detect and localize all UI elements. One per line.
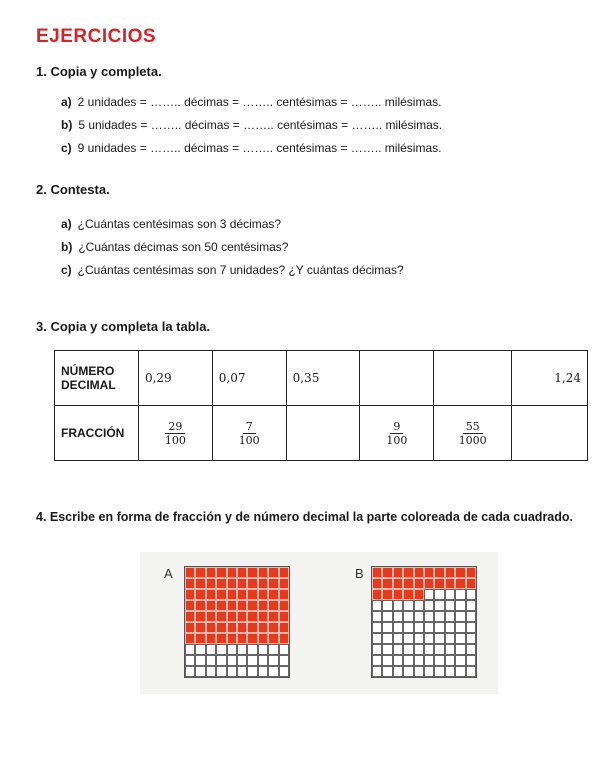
grid-a-empty-cell	[258, 644, 268, 655]
grid-b-empty-cell	[466, 633, 476, 644]
grid-a-colored-cell	[279, 567, 289, 578]
grid-a	[184, 566, 290, 678]
exercise-1-row-c	[61, 141, 441, 155]
fraction-numerator: 9	[390, 420, 403, 434]
grid-a-empty-cell	[279, 655, 289, 666]
grid-a-empty-cell	[227, 666, 237, 677]
grid-b-empty-cell	[403, 611, 413, 622]
grid-a-colored-cell	[216, 611, 226, 622]
grid-a-empty-cell	[227, 644, 237, 655]
grid-a-colored-cell	[206, 578, 216, 589]
grid-b-empty-cell	[372, 633, 382, 644]
grid-b-empty-cell	[382, 622, 392, 633]
header-line-1: NÚMERO	[61, 364, 115, 378]
grid-b-empty-cell	[434, 655, 444, 666]
header-line-2: DECIMAL	[61, 378, 116, 392]
grid-b-empty-cell	[403, 644, 413, 655]
grid-a-colored-cell	[195, 578, 205, 589]
grid-b-empty-cell	[372, 655, 382, 666]
grid-b-colored-cell	[445, 567, 455, 578]
grid-b-empty-cell	[414, 611, 424, 622]
fraction-denominator: 1000	[458, 434, 487, 447]
grid-b-colored-cell	[393, 578, 403, 589]
grid-a-colored-cell	[279, 611, 289, 622]
grid-b-empty-cell	[455, 600, 465, 611]
grid-b-empty-cell	[382, 655, 392, 666]
fraction-cell	[360, 406, 434, 461]
grid-a-colored-cell	[247, 567, 257, 578]
grid-b-empty-cell	[372, 644, 382, 655]
grid-b-empty-cell	[445, 633, 455, 644]
row-letter: b)	[61, 240, 73, 254]
grid-b-empty-cell	[382, 600, 392, 611]
grid-a-empty-cell	[216, 666, 226, 677]
row-text: 5 unidades = …….. décimas = …….. centésimas = …….. milésimas.	[78, 118, 443, 132]
grid-b-empty-cell	[455, 644, 465, 655]
grid-a-colored-cell	[227, 611, 237, 622]
grid-b-colored-cell	[466, 567, 476, 578]
grid-a-colored-cell	[195, 600, 205, 611]
decimal-cell: 0,35	[286, 351, 360, 406]
table-header-decimal	[55, 351, 139, 406]
grid-b-empty-cell	[434, 611, 444, 622]
grid-a-colored-cell	[279, 578, 289, 589]
grid-b-empty-cell	[434, 666, 444, 677]
fraction-cell-empty	[512, 406, 588, 461]
grid-b-colored-cell	[414, 578, 424, 589]
grid-b-empty-cell	[403, 655, 413, 666]
grid-a-colored-cell	[216, 622, 226, 633]
grid-a-colored-cell	[185, 622, 195, 633]
decimal-fraction-table	[54, 350, 588, 461]
grid-a-colored-cell	[237, 611, 247, 622]
grid-b-empty-cell	[445, 622, 455, 633]
grid-a-empty-cell	[237, 644, 247, 655]
grid-a-empty-cell	[216, 644, 226, 655]
row-letter: c)	[61, 141, 72, 155]
grid-b-empty-cell	[445, 589, 455, 600]
grid-a-colored-cell	[206, 633, 216, 644]
grid-a-colored-cell	[185, 578, 195, 589]
grid-a-colored-cell	[195, 567, 205, 578]
grid-a-colored-cell	[237, 633, 247, 644]
grid-b-colored-cell	[455, 578, 465, 589]
grid-b-empty-cell	[403, 666, 413, 677]
grid-a-colored-cell	[268, 633, 278, 644]
grid-a-colored-cell	[185, 589, 195, 600]
grid-b-empty-cell	[414, 600, 424, 611]
row-letter: a)	[61, 217, 72, 231]
grid-b-empty-cell	[424, 600, 434, 611]
grid-a-colored-cell	[247, 589, 257, 600]
row-text: ¿Cuántas centésimas son 3 décimas?	[77, 217, 282, 231]
row-text: ¿Cuántas décimas son 50 centésimas?	[78, 240, 289, 254]
grid-a-empty-cell	[258, 655, 268, 666]
grid-b-colored-cell	[434, 578, 444, 589]
grid-b-empty-cell	[455, 633, 465, 644]
grid-a-colored-cell	[237, 589, 247, 600]
grid-a-colored-cell	[195, 589, 205, 600]
grid-a-empty-cell	[268, 655, 278, 666]
grid-a-empty-cell	[216, 655, 226, 666]
page-title: EJERCICIOS	[36, 26, 157, 47]
grid-b-empty-cell	[414, 622, 424, 633]
row-letter: a)	[61, 95, 72, 109]
grid-b-empty-cell	[445, 666, 455, 677]
grid-b-empty-cell	[434, 622, 444, 633]
exercise-2-heading: 2. Contesta.	[36, 182, 110, 197]
grid-a-colored-cell	[279, 600, 289, 611]
grid-b-empty-cell	[455, 611, 465, 622]
grid-b-empty-cell	[466, 622, 476, 633]
grid-b-empty-cell	[382, 666, 392, 677]
grid-a-colored-cell	[237, 567, 247, 578]
grid-a-empty-cell	[258, 666, 268, 677]
grid-a-colored-cell	[258, 589, 268, 600]
grid-b-empty-cell	[393, 633, 403, 644]
row-text: ¿Cuántas centésimas son 7 unidades? ¿Y cuántas décimas?	[77, 263, 404, 277]
grid-b-colored-cell	[455, 567, 465, 578]
grid-b-empty-cell	[382, 644, 392, 655]
grid-b-empty-cell	[434, 633, 444, 644]
grid-b-colored-cell	[372, 567, 382, 578]
grid-a-colored-cell	[237, 622, 247, 633]
grid-b-empty-cell	[466, 655, 476, 666]
table-header-fraction: FRACCIÓN	[55, 406, 139, 461]
grid-a-empty-cell	[185, 655, 195, 666]
grid-b-empty-cell	[455, 622, 465, 633]
grid-a-colored-cell	[258, 600, 268, 611]
grid-b-empty-cell	[393, 622, 403, 633]
grid-a-empty-cell	[195, 666, 205, 677]
decimal-cell	[360, 351, 434, 406]
grid-b-colored-cell	[393, 567, 403, 578]
grid-a-colored-cell	[185, 633, 195, 644]
grid-b-colored-cell	[382, 578, 392, 589]
grid-b-empty-cell	[414, 644, 424, 655]
grid-b-empty-cell	[424, 644, 434, 655]
grid-b-empty-cell	[424, 633, 434, 644]
grid-a-colored-cell	[268, 589, 278, 600]
grid-a-colored-cell	[268, 578, 278, 589]
grid-a-colored-cell	[216, 600, 226, 611]
grid-b-empty-cell	[466, 600, 476, 611]
grid-b-empty-cell	[403, 622, 413, 633]
grid-a-colored-cell	[216, 633, 226, 644]
grid-b-empty-cell	[434, 589, 444, 600]
grid-a-empty-cell	[279, 644, 289, 655]
grid-a-colored-cell	[227, 622, 237, 633]
grid-a-colored-cell	[185, 567, 195, 578]
grid-a-colored-cell	[206, 611, 216, 622]
grid-b-empty-cell	[424, 622, 434, 633]
grid-a-colored-cell	[206, 589, 216, 600]
grid-b-empty-cell	[455, 655, 465, 666]
grid-a-colored-cell	[279, 589, 289, 600]
grid-b-colored-cell	[382, 589, 392, 600]
exercise-1-row-b	[61, 118, 442, 132]
grid-a-colored-cell	[258, 578, 268, 589]
grid-a-colored-cell	[268, 600, 278, 611]
grid-a-colored-cell	[247, 578, 257, 589]
grid-b-empty-cell	[393, 611, 403, 622]
grid-b-colored-cell	[414, 567, 424, 578]
exercise-4-heading: 4. Escribe en forma de fracción y de número decimal la parte coloreada de cada cuadrado.	[36, 510, 573, 524]
exercise-2-row-c	[61, 263, 404, 277]
exercise-2-row-b	[61, 240, 288, 254]
grid-b	[371, 566, 477, 678]
grid-a-colored-cell	[227, 578, 237, 589]
grid-b-empty-cell	[393, 600, 403, 611]
fraction-numerator: 7	[243, 420, 256, 434]
fraction-cell	[212, 406, 286, 461]
row-text: 9 unidades = …….. décimas = …….. centésimas = …….. milésimas.	[77, 141, 442, 155]
decimal-cell: 0,07	[212, 351, 286, 406]
exercise-2-row-a	[61, 217, 281, 231]
grid-b-empty-cell	[393, 644, 403, 655]
grid-b-empty-cell	[414, 655, 424, 666]
fraction-denominator: 100	[238, 434, 260, 447]
grid-b-empty-cell	[424, 611, 434, 622]
grid-a-colored-cell	[279, 633, 289, 644]
grid-a-empty-cell	[185, 644, 195, 655]
grid-b-empty-cell	[393, 666, 403, 677]
grid-b-empty-cell	[382, 611, 392, 622]
grid-b-empty-cell	[466, 644, 476, 655]
grid-a-empty-cell	[268, 666, 278, 677]
grid-a-colored-cell	[258, 567, 268, 578]
grid-a-colored-cell	[268, 567, 278, 578]
grid-b-empty-cell	[414, 666, 424, 677]
grid-b-empty-cell	[372, 666, 382, 677]
grid-b-empty-cell	[372, 622, 382, 633]
grid-a-label: A	[164, 566, 173, 581]
grid-a-colored-cell	[195, 633, 205, 644]
grid-a-empty-cell	[195, 644, 205, 655]
grid-a-colored-cell	[227, 600, 237, 611]
grid-b-colored-cell	[403, 567, 413, 578]
grid-a-empty-cell	[206, 644, 216, 655]
grid-a-colored-cell	[185, 611, 195, 622]
grid-a-colored-cell	[247, 622, 257, 633]
grid-b-empty-cell	[403, 633, 413, 644]
decimal-cell: 1,24	[512, 351, 588, 406]
grid-b-empty-cell	[393, 655, 403, 666]
fraction-cell-empty	[286, 406, 360, 461]
grid-a-colored-cell	[227, 589, 237, 600]
fraction-numerator: 55	[463, 420, 483, 434]
grid-a-colored-cell	[237, 600, 247, 611]
grid-b-empty-cell	[434, 600, 444, 611]
grid-a-empty-cell	[247, 644, 257, 655]
grid-a-empty-cell	[185, 666, 195, 677]
row-text: 2 unidades = …….. décimas = …….. centésimas = …….. milésimas.	[77, 95, 442, 109]
grid-a-empty-cell	[195, 655, 205, 666]
grid-b-empty-cell	[424, 589, 434, 600]
grid-b-colored-cell	[445, 578, 455, 589]
grid-a-colored-cell	[258, 633, 268, 644]
grid-b-colored-cell	[466, 578, 476, 589]
grid-a-colored-cell	[247, 600, 257, 611]
grid-a-colored-cell	[258, 622, 268, 633]
row-letter: b)	[61, 118, 73, 132]
grid-a-colored-cell	[216, 578, 226, 589]
grid-a-empty-cell	[268, 644, 278, 655]
grid-b-empty-cell	[372, 600, 382, 611]
grid-b-empty-cell	[466, 611, 476, 622]
grid-b-colored-cell	[403, 578, 413, 589]
row-letter: c)	[61, 263, 72, 277]
grid-b-empty-cell	[445, 600, 455, 611]
fraction-cell	[138, 406, 212, 461]
grid-a-colored-cell	[279, 622, 289, 633]
grid-b-empty-cell	[445, 644, 455, 655]
exercise-1-heading: 1. Copia y completa.	[36, 64, 162, 79]
grid-a-colored-cell	[206, 600, 216, 611]
grid-a-empty-cell	[227, 655, 237, 666]
grid-a-colored-cell	[258, 611, 268, 622]
grid-b-empty-cell	[382, 633, 392, 644]
grid-a-colored-cell	[195, 622, 205, 633]
grid-a-empty-cell	[206, 655, 216, 666]
grid-b-colored-cell	[393, 589, 403, 600]
grid-a-colored-cell	[237, 578, 247, 589]
grid-a-colored-cell	[216, 589, 226, 600]
grid-b-colored-cell	[434, 567, 444, 578]
grid-b-empty-cell	[372, 611, 382, 622]
grid-b-empty-cell	[455, 666, 465, 677]
exercise-1-row-a	[61, 95, 441, 109]
grid-a-colored-cell	[195, 611, 205, 622]
grid-a-colored-cell	[185, 600, 195, 611]
grid-a-empty-cell	[237, 666, 247, 677]
grid-b-empty-cell	[403, 600, 413, 611]
grid-b-colored-cell	[372, 578, 382, 589]
grid-a-colored-cell	[227, 567, 237, 578]
grid-a-colored-cell	[206, 567, 216, 578]
grid-b-colored-cell	[414, 589, 424, 600]
fraction-cell	[434, 406, 512, 461]
exercise-3-heading: 3. Copia y completa la tabla.	[36, 319, 211, 334]
grid-a-colored-cell	[268, 622, 278, 633]
grid-b-empty-cell	[424, 666, 434, 677]
grid-a-colored-cell	[268, 611, 278, 622]
fraction-denominator: 100	[386, 434, 408, 447]
grid-a-colored-cell	[216, 567, 226, 578]
grid-b-colored-cell	[403, 589, 413, 600]
grid-a-colored-cell	[247, 633, 257, 644]
grid-a-colored-cell	[227, 633, 237, 644]
grid-b-empty-cell	[414, 633, 424, 644]
fraction-numerator: 29	[165, 420, 185, 434]
grid-a-colored-cell	[206, 622, 216, 633]
grid-b-empty-cell	[434, 644, 444, 655]
grid-b-empty-cell	[466, 666, 476, 677]
grid-b-empty-cell	[455, 589, 465, 600]
grid-a-empty-cell	[247, 666, 257, 677]
grid-b-empty-cell	[445, 611, 455, 622]
fraction-denominator: 100	[164, 434, 186, 447]
grid-b-colored-cell	[424, 567, 434, 578]
grid-b-colored-cell	[372, 589, 382, 600]
grid-b-empty-cell	[466, 589, 476, 600]
decimal-cell: 0,29	[138, 351, 212, 406]
grid-a-empty-cell	[206, 666, 216, 677]
grid-b-colored-cell	[424, 578, 434, 589]
grid-b-label: B	[355, 566, 364, 581]
grid-a-colored-cell	[247, 611, 257, 622]
grid-a-empty-cell	[279, 666, 289, 677]
grid-b-empty-cell	[424, 655, 434, 666]
decimal-cell	[434, 351, 512, 406]
grid-b-colored-cell	[382, 567, 392, 578]
grid-b-empty-cell	[445, 655, 455, 666]
grid-a-empty-cell	[237, 655, 247, 666]
grid-a-empty-cell	[247, 655, 257, 666]
